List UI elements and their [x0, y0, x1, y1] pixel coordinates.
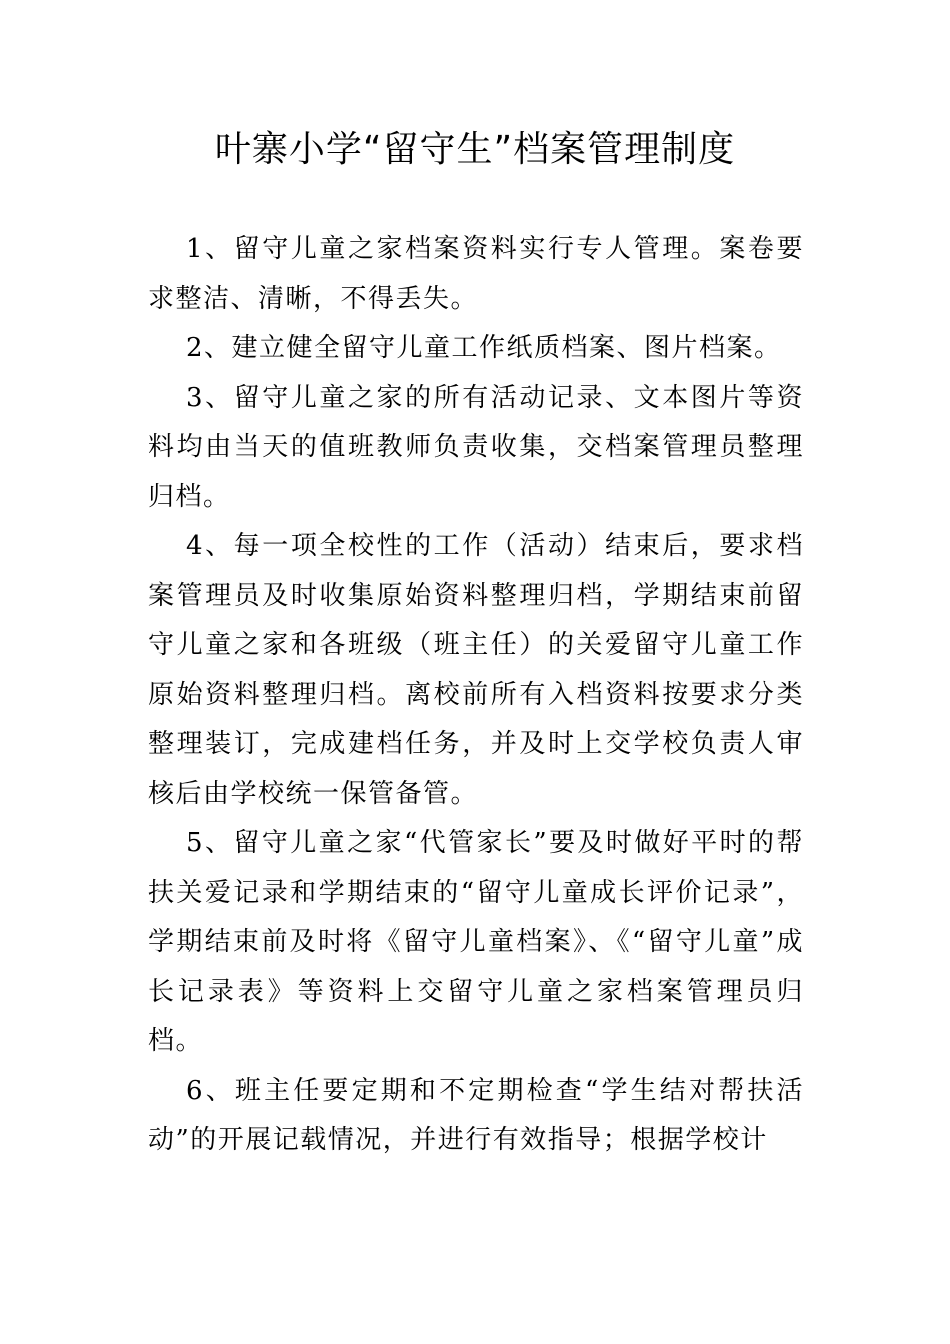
paragraph-6: 6、班主任要定期和不定期检查“学生结对帮扶活动”的开展记载情况，并进行有效指导；根据学校计 [148, 1075, 804, 1155]
paragraph-1: 1、留守儿童之家档案资料实行专人管理。案卷要求整洁、清晰，不得丢失。 [148, 234, 804, 314]
paragraph-3: 3、留守儿童之家的所有活动记录、文本图片等资料均由当天的值班教师负责收集，交档案管理员整理归档。 [148, 382, 804, 512]
document-title: 叶寨小学“留守生”档案管理制度 [214, 129, 736, 170]
paragraph-5: 5、留守儿童之家“代管家长”要及时做好平时的帮扶关爱记录和学期结束的“留守儿童成长评价记录”，学期结束前及时将《留守儿童档案》、《“留守儿童”成长记录表》等资料上交留守儿童之家档案管理员归档。 [148, 828, 804, 1056]
document-body [148, 225, 804, 1166]
paragraph-4: 4、每一项全校性的工作（活动）结束后，要求档案管理员及时收集原始资料整理归档，学期结束前留守儿童之家和各班级（班主任）的关爱留守儿童工作原始资料整理归档。离校前所有入档资料按要求分类整理装订，完成建档任务，并及时上交学校负责人审核后由学校统一保管备管。 [148, 531, 804, 809]
paragraph-2: 2、建立健全留守儿童工作纸质档案、图片档案。 [186, 333, 782, 363]
